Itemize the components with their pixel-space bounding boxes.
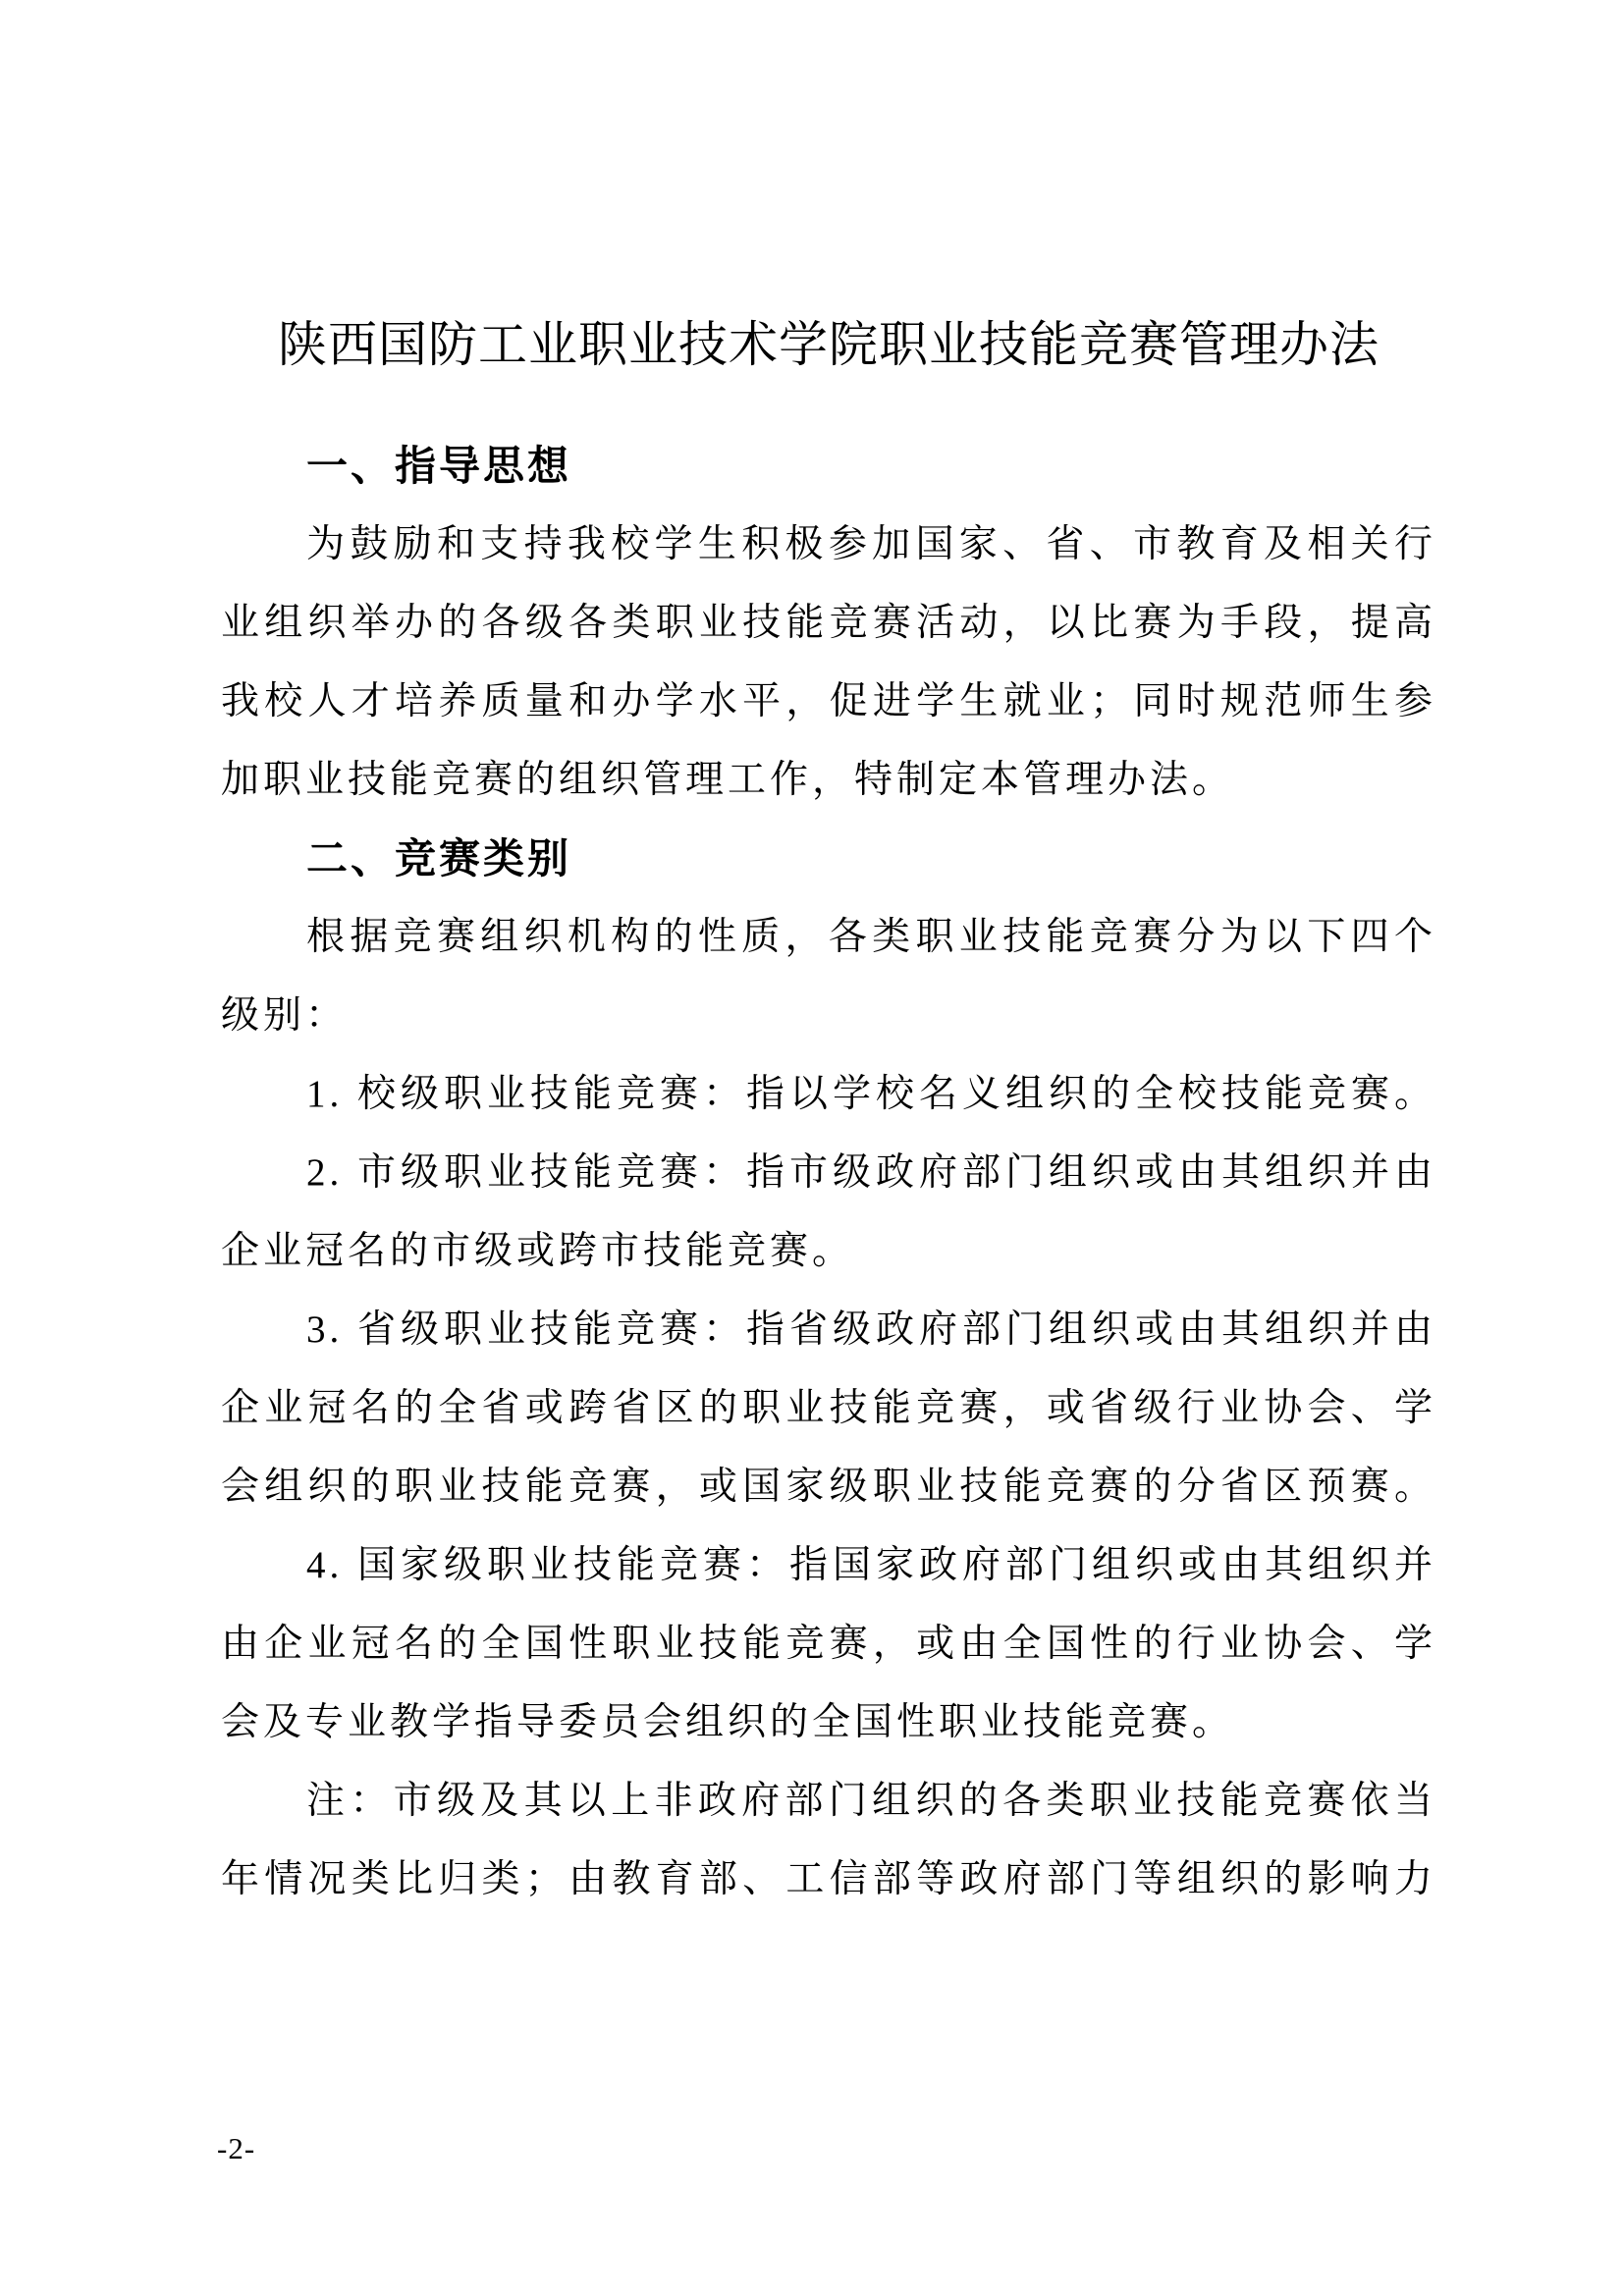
body-line: 企业冠名的全省或跨省区的职业技能竞赛，或省级行业协会、学 [221, 1387, 1436, 1429]
note-line: 年情况类比归类；由教育部、工信部等政府部门等组织的影响力 [221, 1858, 1436, 1900]
body-line: 会组织的职业技能竞赛，或国家级职业技能竞赛的分省区预赛。 [221, 1466, 1436, 1508]
document-title: 陕西国防工业职业技术学院职业技能竞赛管理办法 [278, 317, 1380, 372]
body-line: 根据竞赛组织机构的性质，各类职业技能竞赛分为以下四个 [306, 916, 1436, 958]
body-line: 由企业冠名的全国性职业技能竞赛，或由全国性的行业协会、学 [221, 1623, 1436, 1665]
note-line: 注：市级及其以上非政府部门组织的各类职业技能竞赛依当 [306, 1780, 1436, 1822]
list-item-line-national-level: 4. 国家级职业技能竞赛：指国家政府部门组织或由其组织并 [306, 1544, 1436, 1586]
body-line: 为鼓励和支持我校学生积极参加国家、省、市教育及相关行 [306, 523, 1436, 565]
body-line: 加职业技能竞赛的组织管理工作，特制定本管理办法。 [221, 759, 1235, 801]
list-item-line-city-level: 2. 市级职业技能竞赛：指市级政府部门组织或由其组织并由 [306, 1151, 1436, 1194]
body-line: 企业冠名的市级或跨市技能竞赛。 [221, 1230, 855, 1272]
list-item-line-school-level: 1. 校级职业技能竞赛：指以学校名义组织的全校技能竞赛。 [306, 1073, 1436, 1115]
document-body [221, 305, 1436, 1919]
body-line: 会及专业教学指导委员会组织的全国性职业技能竞赛。 [221, 1701, 1235, 1743]
section-heading-guiding-principles: 一、指导思想 [306, 443, 572, 489]
page-number: -2- [217, 2131, 256, 2165]
body-line: 我校人才培养质量和办学水平，促进学生就业；同时规范师生参 [221, 680, 1436, 722]
body-line: 级别： [221, 994, 349, 1037]
list-item-line-province-level: 3. 省级职业技能竞赛：指省级政府部门组织或由其组织并由 [306, 1308, 1436, 1351]
body-line: 业组织举办的各级各类职业技能竞赛活动，以比赛为手段，提高 [221, 602, 1436, 644]
section-heading-competition-categories: 二、竞赛类别 [306, 835, 572, 881]
